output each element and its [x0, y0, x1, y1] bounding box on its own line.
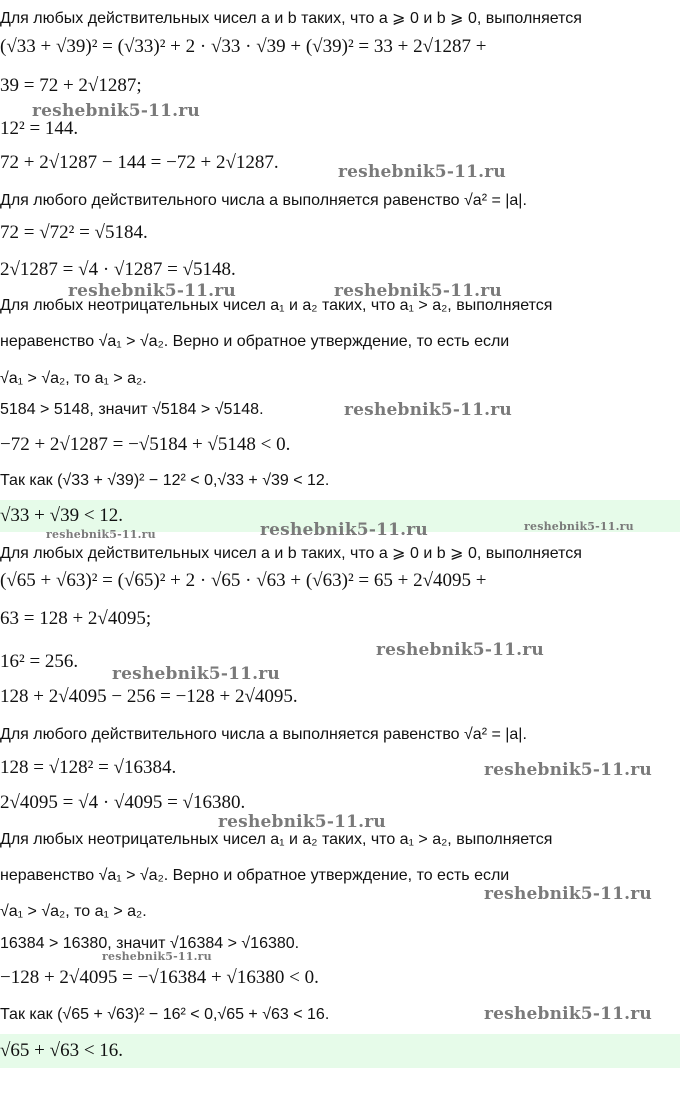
- p1-line-9: Для любых неотрицательных чисел a₁ и a₂ таких, что a₁ > a₂, выполняется: [0, 297, 553, 314]
- p1-line-2: (√33 + √39)² = (√33)² + 2 · √33 · √39 + (√39)² = 33 + 2√1287 +: [0, 36, 487, 57]
- p1-line-12: 5184 > 5148, значит √5184 > √5148.: [0, 401, 264, 418]
- p2-line-4: 16² = 256.: [0, 651, 79, 672]
- p2-line-11: √a₁ > √a₂, то a₁ > a₂.: [0, 903, 147, 920]
- p1-line-13: −72 + 2√1287 = −√5184 + √5148 < 0.: [0, 434, 291, 455]
- p1-line-11: √a₁ > √a₂, то a₁ > a₂.: [0, 370, 147, 387]
- watermark: reshebnik5-11.ru: [524, 520, 634, 533]
- p2-line-10: неравенство √a₁ > √a₂. Верно и обратное утверждение, то есть если: [0, 867, 510, 884]
- p2-line-9: Для любых неотрицательных чисел a₁ и a₂ таких, что a₁ > a₂, выполняется: [0, 831, 553, 848]
- p1-line-5: 72 + 2√1287 − 144 = −72 + 2√1287.: [0, 152, 279, 173]
- watermark: reshebnik5-11.ru: [260, 520, 428, 540]
- p2-line-6: Для любого действительного числа a выполняется равенство √a² = |a|.: [0, 726, 527, 743]
- p2-line-2: (√65 + √63)² = (√65)² + 2 · √65 · √63 + (√63)² = 65 + 2√4095 +: [0, 570, 487, 591]
- p1-line-10: неравенство √a₁ > √a₂. Верно и обратное утверждение, то есть если: [0, 333, 510, 350]
- watermark: reshebnik5-11.ru: [338, 162, 506, 182]
- p1-line-6: Для любого действительного числа a выполняется равенство √a² = |a|.: [0, 192, 527, 209]
- watermark: reshebnik5-11.ru: [112, 664, 280, 684]
- p1-line-3: 39 = 72 + 2√1287;: [0, 75, 142, 96]
- p1-line-14: Так как (√33 + √39)² − 12² < 0,√33 + √39 < 12.: [0, 472, 330, 489]
- p2-line-3: 63 = 128 + 2√4095;: [0, 608, 152, 629]
- watermark: reshebnik5-11.ru: [484, 1004, 652, 1024]
- watermark: reshebnik5-11.ru: [334, 281, 502, 301]
- p1-line-7: 72 = √72² = √5184.: [0, 222, 148, 243]
- watermark: reshebnik5-11.ru: [218, 812, 386, 832]
- watermark: reshebnik5-11.ru: [32, 101, 200, 121]
- watermark: reshebnik5-11.ru: [102, 950, 212, 963]
- p1-line-4: 12² = 144.: [0, 118, 79, 139]
- p1-answer: √33 + √39 < 12.: [0, 505, 124, 526]
- p1-line-8: 2√1287 = √4 · √1287 = √5148.: [0, 259, 236, 280]
- p2-line-12: 16384 > 16380, значит √16384 > √16380.: [0, 935, 300, 952]
- watermark: reshebnik5-11.ru: [344, 400, 512, 420]
- watermark: reshebnik5-11.ru: [46, 528, 156, 541]
- p2-line-5: 128 + 2√4095 − 256 = −128 + 2√4095.: [0, 686, 298, 707]
- p2-line-13: −128 + 2√4095 = −√16384 + √16380 < 0.: [0, 967, 319, 988]
- p2-line-1: Для любых действительных чисел a и b таких, что a ⩾ 0 и b ⩾ 0, выполняется: [0, 545, 582, 562]
- p2-line-14: Так как (√65 + √63)² − 16² < 0,√65 + √63 < 16.: [0, 1006, 330, 1023]
- watermark: reshebnik5-11.ru: [68, 281, 236, 301]
- watermark: reshebnik5-11.ru: [484, 760, 652, 780]
- p1-line-1: Для любых действительных чисел a и b таких, что a ⩾ 0 и b ⩾ 0, выполняется: [0, 10, 582, 27]
- p2-answer: √65 + √63 < 16.: [0, 1040, 124, 1061]
- watermark: reshebnik5-11.ru: [376, 640, 544, 660]
- p2-line-7: 128 = √128² = √16384.: [0, 757, 177, 778]
- watermark: reshebnik5-11.ru: [484, 884, 652, 904]
- p2-line-8: 2√4095 = √4 · √4095 = √16380.: [0, 792, 246, 813]
